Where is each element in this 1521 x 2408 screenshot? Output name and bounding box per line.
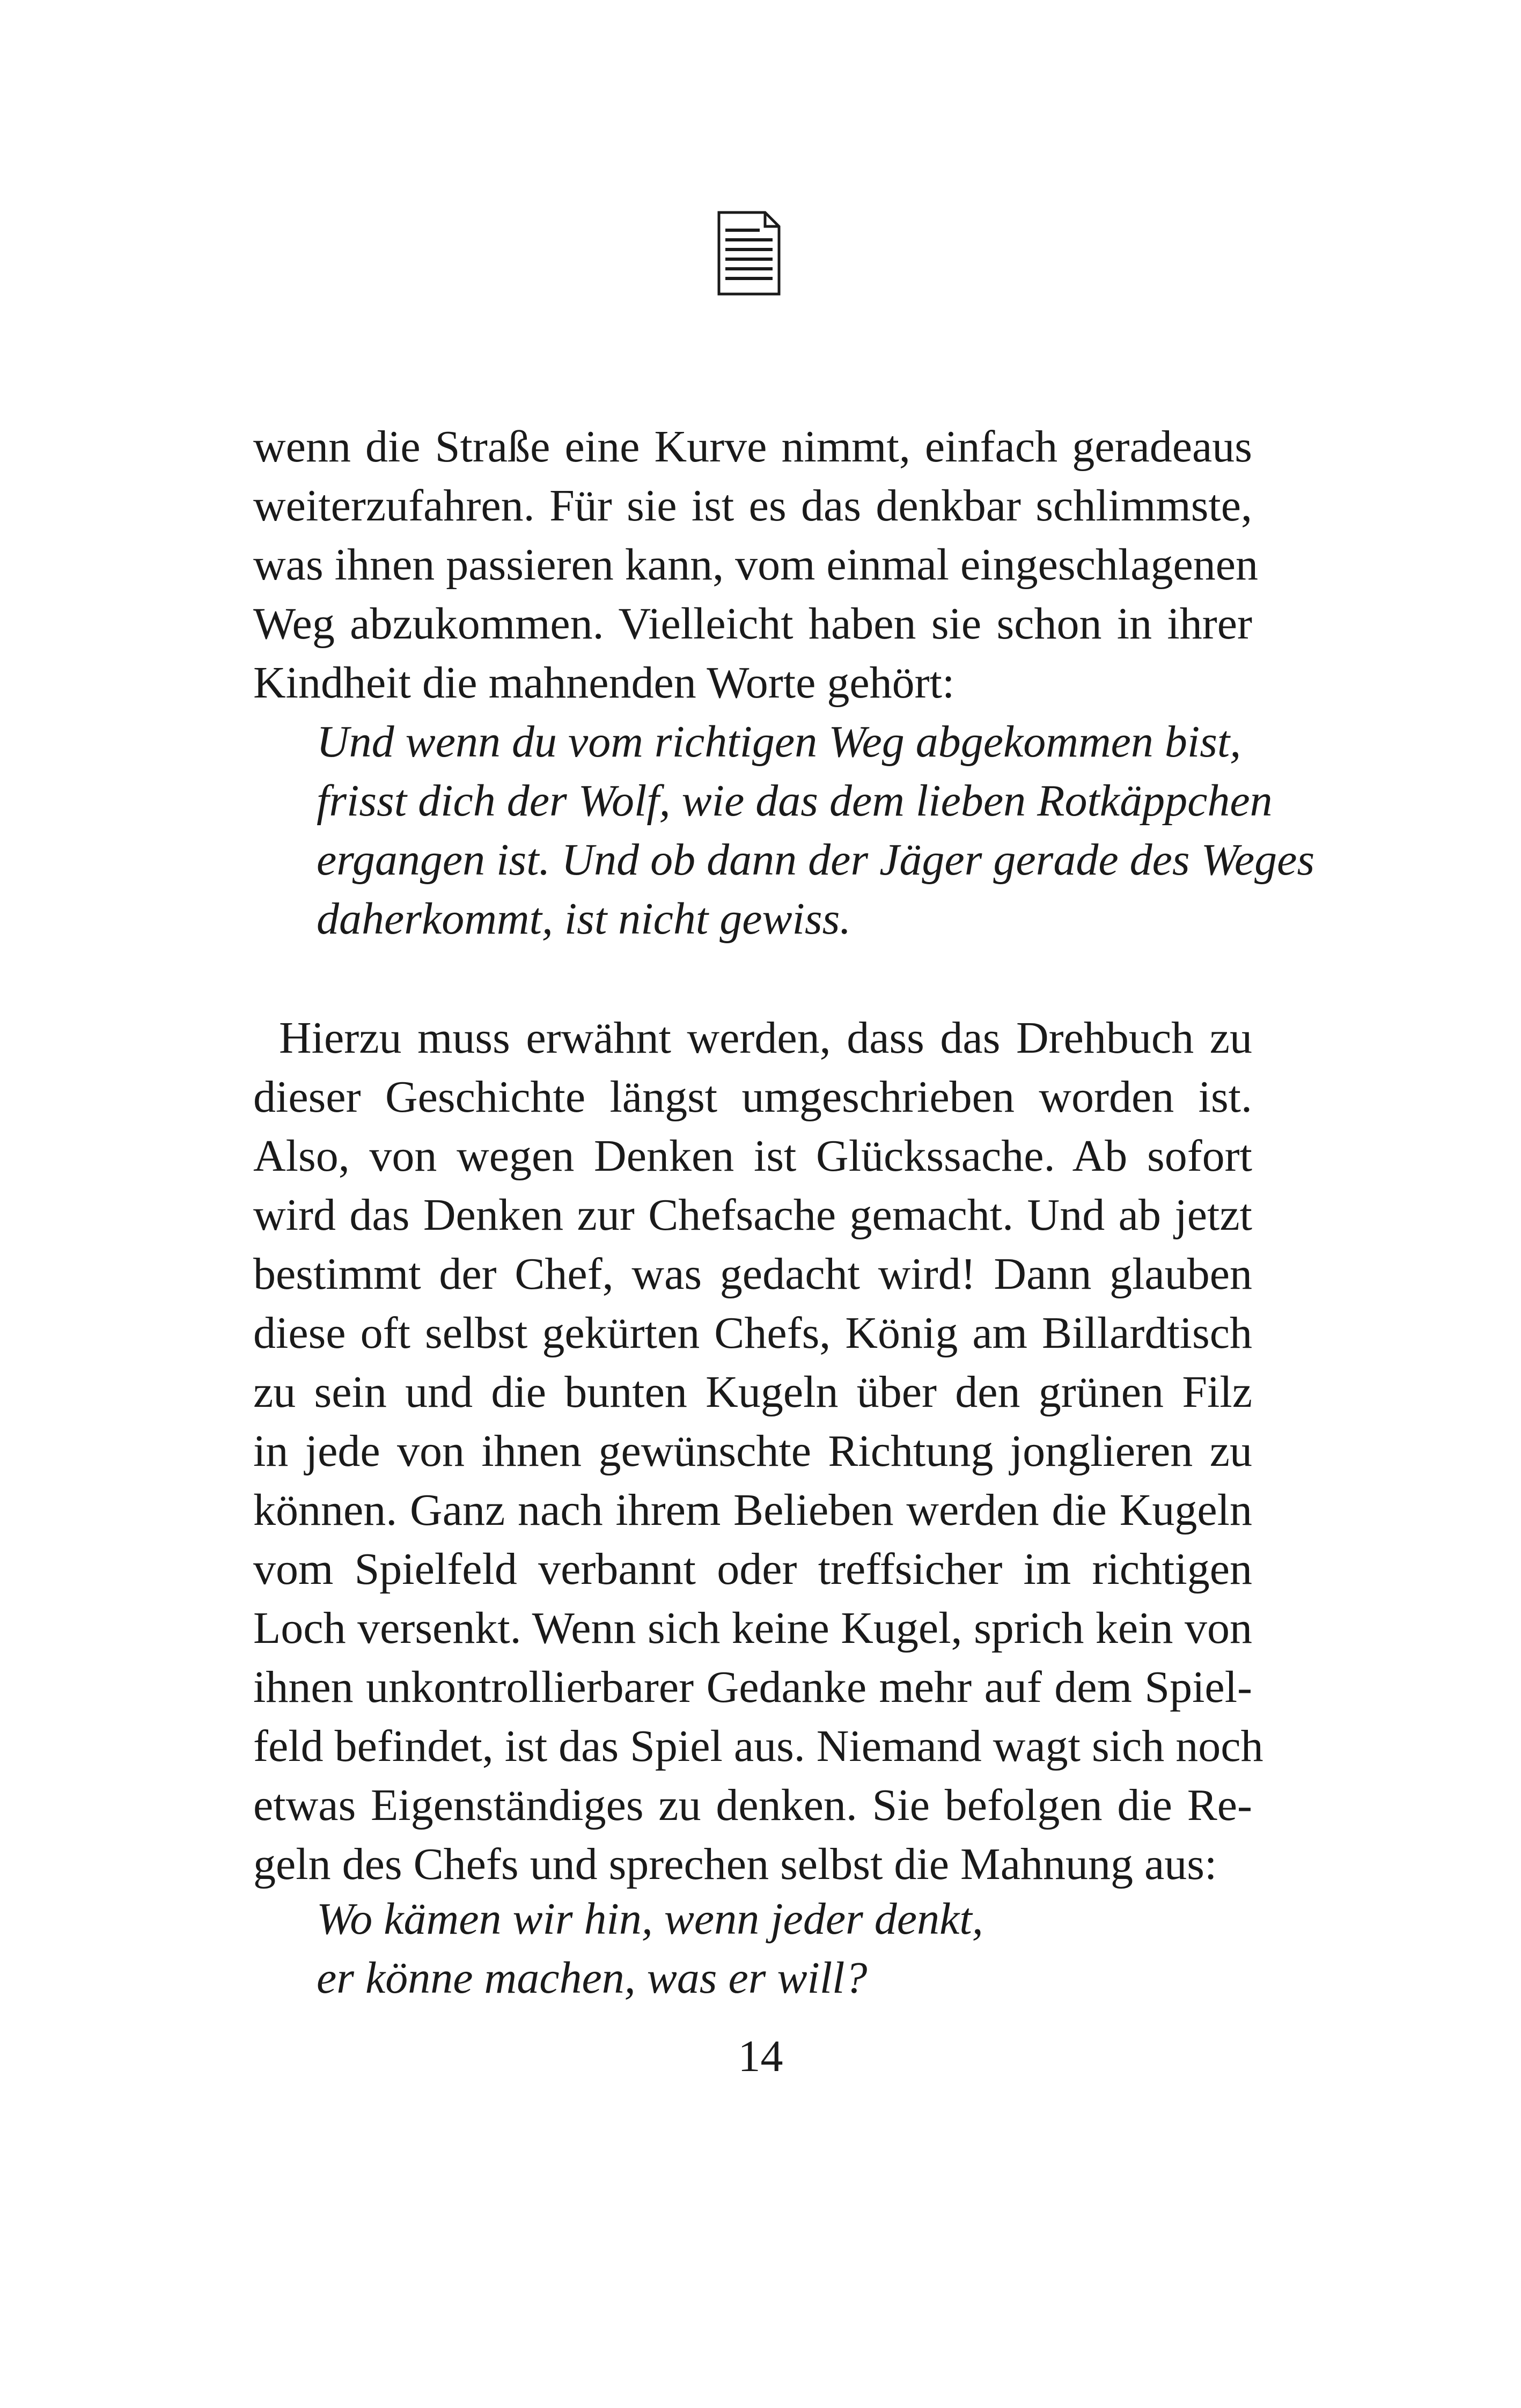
text-line: wird das Denken zur Chefsache gemacht. Und ab jetzt xyxy=(253,1190,1252,1240)
quote-line: daherkommt, ist nicht gewiss. xyxy=(317,894,851,944)
text-line: diese oft selbst gekürten Chefs, König am Billardtisch xyxy=(253,1308,1252,1358)
text-line: feld befindet, ist das Spiel aus. Niemand wagt sich noch xyxy=(253,1721,1263,1771)
text-line: vom Spielfeld verbannt oder treffsicher im richtigen xyxy=(253,1544,1252,1594)
text-line: bestimmt der Chef, was gedacht wird! Dann glauben xyxy=(253,1249,1252,1299)
quote-line: er könne machen, was er will? xyxy=(317,1953,868,2003)
quote-line: Wo kämen wir hin, wenn jeder denkt, xyxy=(317,1894,983,1944)
text-line: Hierzu muss erwähnt werden, dass das Drehbuch zu xyxy=(279,1013,1252,1063)
text-line: etwas Eigenständiges zu denken. Sie befolgen die Re- xyxy=(253,1780,1252,1830)
paragraph-2 xyxy=(253,1009,1263,1894)
page-number: 14 xyxy=(738,2031,783,2081)
quote-line: frisst dich der Wolf, wie das dem lieben Rotkäppchen xyxy=(317,776,1273,826)
text-line: dieser Geschichte längst umgeschrieben worden ist. xyxy=(253,1072,1252,1122)
text-line: was ihnen passieren kann, vom einmal eingeschlagenen xyxy=(253,540,1259,590)
text-line: Also, von wegen Denken ist Glückssache. Ab sofort xyxy=(253,1131,1252,1181)
text-line: wenn die Straße eine Kurve nimmt, einfach geradeaus xyxy=(253,422,1252,472)
text-line: können. Ganz nach ihrem Belieben werden die Kugeln xyxy=(253,1485,1252,1535)
quote-line: ergangen ist. Und ob dann der Jäger gerade des Weges xyxy=(317,835,1315,885)
text-line: Loch versenkt. Wenn sich keine Kugel, sprich kein von xyxy=(253,1603,1252,1653)
document-icon xyxy=(717,210,781,296)
text-line: Weg abzukommen. Vielleicht haben sie schon in ihrer xyxy=(253,599,1252,649)
text-line: weiterzufahren. Für sie ist es das denkbar schlimmste, xyxy=(253,481,1252,531)
quote-line: Und wenn du vom richtigen Weg abgekommen bist, xyxy=(317,717,1241,767)
text-line: geln des Chefs und sprechen selbst die Mahnung aus: xyxy=(253,1839,1217,1889)
text-line: in jede von ihnen gewünschte Richtung jonglieren zu xyxy=(253,1426,1252,1476)
text-line: Kindheit die mahnenden Worte gehört: xyxy=(253,658,955,708)
closing-quote xyxy=(253,1890,1252,2008)
paragraph-1 xyxy=(253,417,1315,949)
text-line: zu sein und die bunten Kugeln über den grünen Filz xyxy=(253,1367,1252,1417)
text-line: ihnen unkontrollierbarer Gedanke mehr auf dem Spiel- xyxy=(253,1662,1252,1712)
